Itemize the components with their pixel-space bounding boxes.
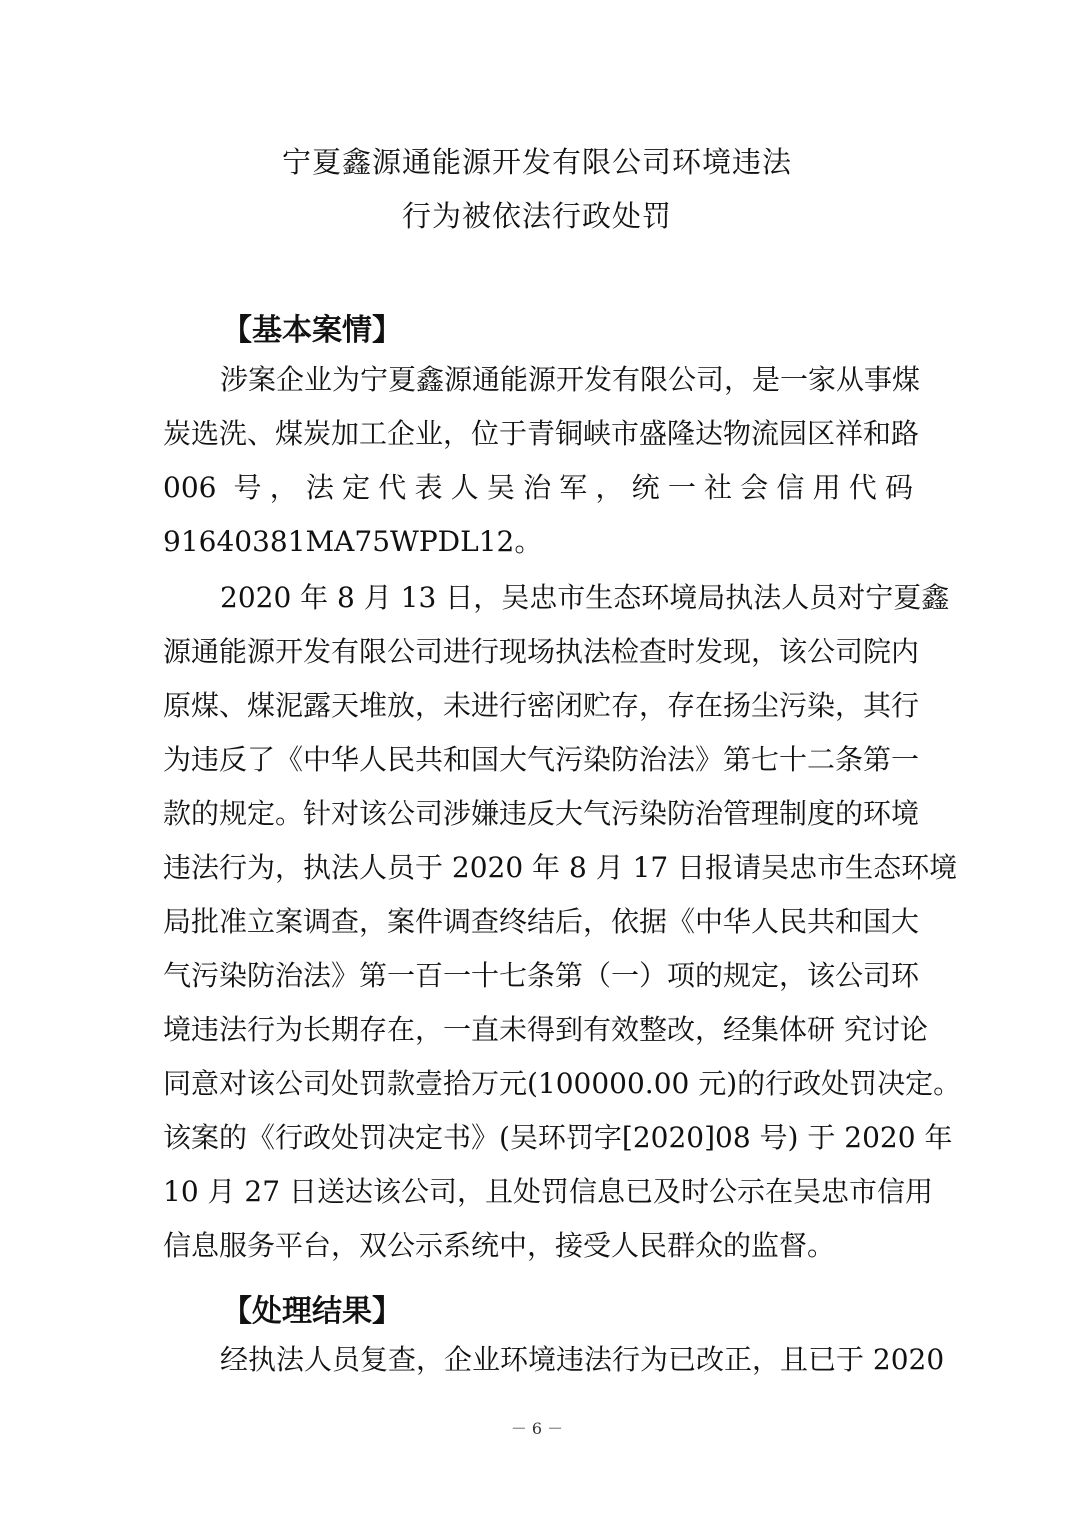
paragraph-line: 该案的《行政处罚决定书》(吴环罚字[2020]08 号) 于 2020 年 xyxy=(163,1121,953,1154)
section-heading-result: 【处理结果】 xyxy=(222,1294,402,1329)
document-title-line-2: 行为被依法行政处罚 xyxy=(401,199,672,233)
paragraph-line: 信息服务平台，双公示系统中，接受人民群众的监督。 xyxy=(163,1229,836,1262)
paragraph-line: 气污染防治法》第一百一十七条第（一）项的规定，该公司环 xyxy=(163,959,920,992)
paragraph-line: 违法行为，执法人员于 2020 年 8 月 17 日报请吴忠市生态环境 xyxy=(163,851,958,884)
paragraph-line: 炭选洗、煤炭加工企业，位于青铜峡市盛隆达物流园区祥和路 xyxy=(163,417,920,450)
paragraph-line: 原煤、煤泥露天堆放，未进行密闭贮存，存在扬尘污染，其行 xyxy=(163,689,920,722)
paragraph-line: 涉案企业为宁夏鑫源通能源开发有限公司，是一家从事煤 xyxy=(220,363,921,396)
page-number: － 6 － xyxy=(510,1419,564,1438)
paragraph-line: 为违反了《中华人民共和国大气污染防治法》第七十二条第一 xyxy=(163,743,920,776)
paragraph-line: 同意对该公司处罚款壹拾万元(100000.00 元)的行政处罚决定。 xyxy=(163,1067,962,1100)
paragraph-line: 2020 年 8 月 13 日，吴忠市生态环境局执法人员对宁夏鑫 xyxy=(220,581,950,614)
paragraph-line: 经执法人员复查，企业环境违法行为已改正，且已于 2020 xyxy=(220,1343,945,1376)
document-title-line-1: 宁夏鑫源通能源开发有限公司环境违法 xyxy=(281,145,792,179)
paragraph-line: 局批准立案调查，案件调查终结后，依据《中华人民共和国大 xyxy=(163,905,920,938)
section-heading-basic-case: 【基本案情】 xyxy=(222,313,402,348)
paragraph-line: 款的规定。针对该公司涉嫌违反大气污染防治管理制度的环境 xyxy=(163,797,920,830)
paragraph-line: 10 月 27 日送达该公司，且处罚信息已及时公示在吴忠市信用 xyxy=(163,1175,933,1208)
paragraph-line: 源通能源开发有限公司进行现场执法检查时发现，该公司院内 xyxy=(163,635,920,668)
paragraph-line: 006 号，法定代表人吴治军，统一社会信用代码 xyxy=(163,471,913,504)
paragraph-line: 91640381MA75WPDL12。 xyxy=(163,525,543,558)
paragraph-line: 境违法行为长期存在，一直未得到有效整改，经集体研 究讨论 xyxy=(163,1013,928,1046)
